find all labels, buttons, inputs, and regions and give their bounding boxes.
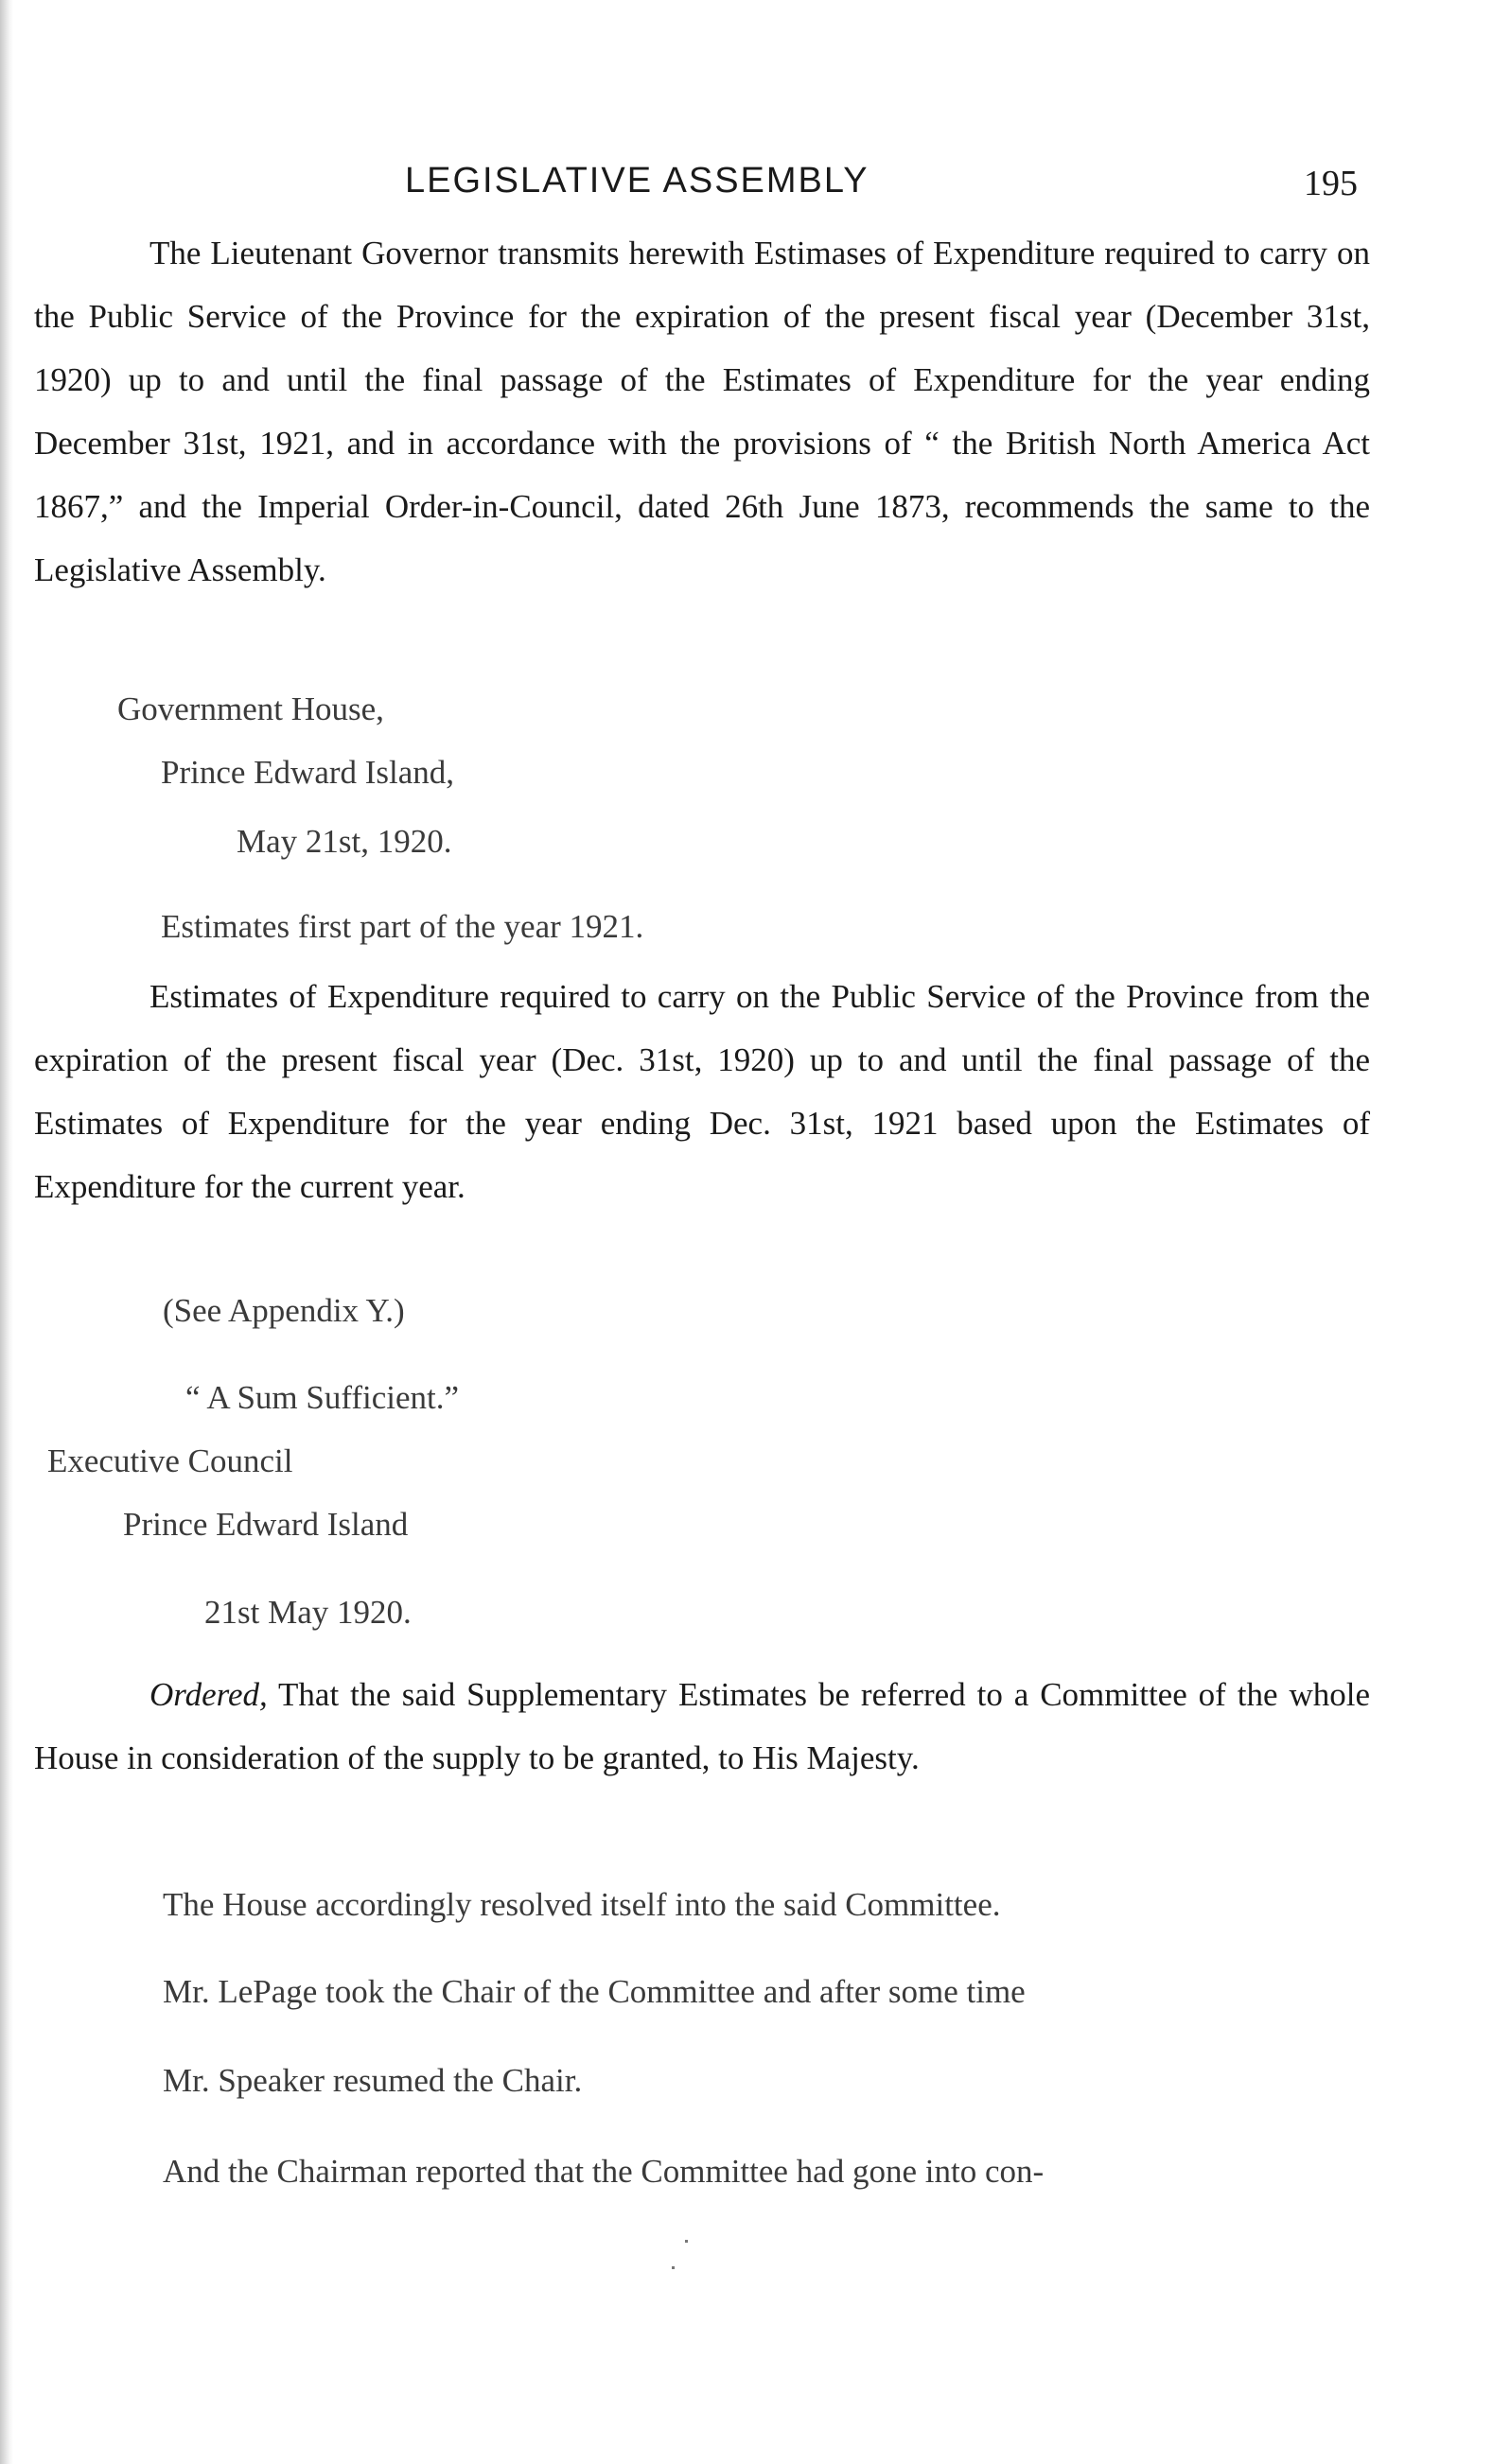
paragraph-chairman-reported: And the Chairman reported that the Committee had gone into con- bbox=[163, 2153, 1045, 2190]
appendix-note: (See Appendix Y.) bbox=[163, 1292, 405, 1329]
address-line-1: Government House, bbox=[117, 690, 384, 727]
paragraph-transmittal: The Lieutenant Governor transmits herewith Estimases of Expenditure required to carry on the Public Service of the Province for the expiration of the present fiscal year (December 31st, 1920) up to and until the final passage of the Estimates of Expenditure for the year ending December 31st, 1921, and in accordance with the provisions of “ the British North America Act 1867,” and the Imperial Order-in-Council, dated 26th June 1873, recommends the same to the Legislative Assembly. bbox=[34, 235, 1370, 588]
ordered-word: Ordered, bbox=[149, 1676, 268, 1713]
print-speck bbox=[672, 2266, 675, 2269]
date-line-2: 21st May 1920. bbox=[204, 1594, 412, 1631]
council-place: Prince Edward Island bbox=[123, 1506, 409, 1543]
running-head: LEGISLATIVE ASSEMBLY bbox=[405, 161, 869, 201]
paragraph-house-resolved: The House accordingly resolved itself into the said Committee. bbox=[163, 1886, 1001, 1923]
date-line-1: May 21st, 1920. bbox=[237, 823, 452, 860]
ordered-text: That the said Supplementary Estimates be referred to a Committee of the whole House in consideration of the supply to be granted, to His Majesty. bbox=[34, 1676, 1370, 1776]
paragraph-lepage-chair: Mr. LePage took the Chair of the Committee and after some time bbox=[163, 1973, 1026, 2010]
print-speck bbox=[685, 2240, 688, 2243]
paragraph-estimates-first: Estimates first part of the year 1921. bbox=[161, 908, 644, 945]
sum-sufficient: “ A Sum Sufficient.” bbox=[185, 1379, 460, 1416]
paragraph-estimates-expenditure: Estimates of Expenditure required to carry on the Public Service of the Province from the expiration of the present fiscal year (Dec. 31st, 1920) up to and until the final passage of the Estimates of Expenditure for the year ending Dec. 31st, 1921 based upon the Estimates of Expenditure for the current year. bbox=[34, 978, 1370, 1205]
executive-council: Executive Council bbox=[47, 1442, 293, 1479]
paragraph-speaker-resumed: Mr. Speaker resumed the Chair. bbox=[163, 2062, 583, 2099]
paragraph-ordered bbox=[34, 1663, 1370, 1790]
page-edge-shadow bbox=[0, 0, 13, 2464]
address-line-2: Prince Edward Island, bbox=[161, 754, 455, 791]
page-number: 195 bbox=[1304, 164, 1358, 203]
